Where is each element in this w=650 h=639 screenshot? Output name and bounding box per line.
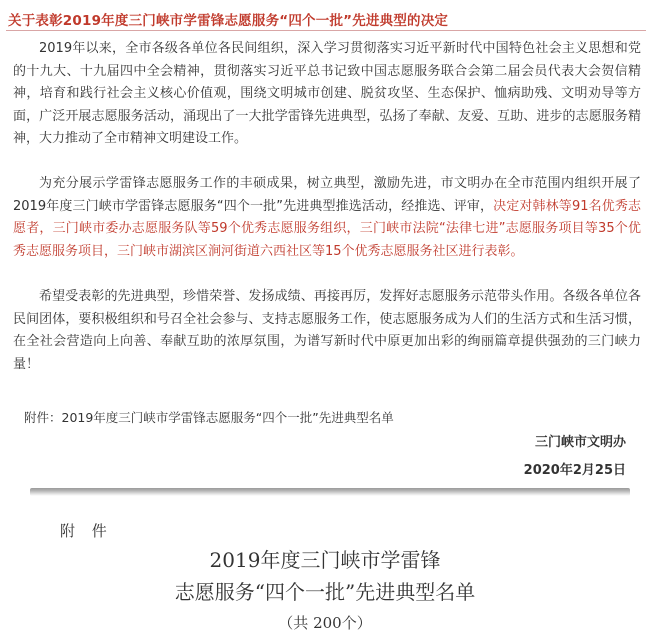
document-title: 关于表彰2019年度三门峡市学雷锋志愿服务“四个一批”先进典型的决定 <box>8 13 449 29</box>
paragraph-2-text: 为充分展示学雷锋志愿服务工作的丰硕成果，树立典型，激励先进，市文明办在全市范围内组织开展了2019年度三门峡市学雷锋志愿服务“四个一批”先进典型推选活动，经推选、评审， <box>13 176 641 214</box>
attachment-title-line1: 2019年度三门峡市学雷锋 <box>209 548 441 572</box>
paragraph-2-highlight: 决定对韩林等91名优秀志愿者，三门峡市委办志愿服务队等59个优秀志愿服务组织，三门峡市法院“法律七进”志愿服务项目等35个优秀志愿服务项目，三门峡市湖滨区涧河街道六西社区等15个优秀志愿服务社区进行表彰。 <box>13 198 641 259</box>
attachment-count: （共 200个） <box>278 614 372 632</box>
attachment-title-line2: 志愿服务“四个一批”先进典型名单 <box>174 580 476 604</box>
paragraph-1: 2019年以来，全市各级各单位各民间组织，深入学习贯彻落实习近平新时代中国特色社会主义思想和党的十九大、十九届四中全会精神，贯彻落实习近平总书记致中国志愿服务联合会第二届会员代表大会贺信精神，培育和践行社会主义核心价值观，围绕文明城市创建、脱贫攻坚、生态保护、恤病助残、文明劝导等方面，广泛开展志愿服务活动，涌现出了一大批学雷锋先进典型，弘扬了奉献、友爱、互助、进步的志愿服务精神，大力推动了全市精神文明建设工作。 <box>13 41 641 147</box>
attachment-label: 附 件 <box>60 522 113 540</box>
section-divider <box>30 488 630 496</box>
title-bar <box>6 6 646 31</box>
attachment-note: 附件：2019年度三门峡市学雷锋志愿服务“四个一批”先进典型名单 <box>24 410 394 425</box>
signature-org: 三门峡市文明办 <box>534 435 626 450</box>
signature-date: 2020年2月25日 <box>523 463 626 478</box>
paragraph-2 <box>13 173 641 263</box>
paragraph-3: 希望受表彰的先进典型，珍惜荣誉、发扬成绩、再接再厉，发挥好志愿服务示范带头作用。各级各单位各民间团体，要积极组织和号召全社会参与、支持志愿服务工作，使志愿服务成为人们的生活方式和生活习惯，在全社会营造向上向善、奉献互助的浓厚氛围，为谱写新时代中原更加出彩的绚丽篇章提供强劲的三门峡力量！ <box>13 289 641 372</box>
